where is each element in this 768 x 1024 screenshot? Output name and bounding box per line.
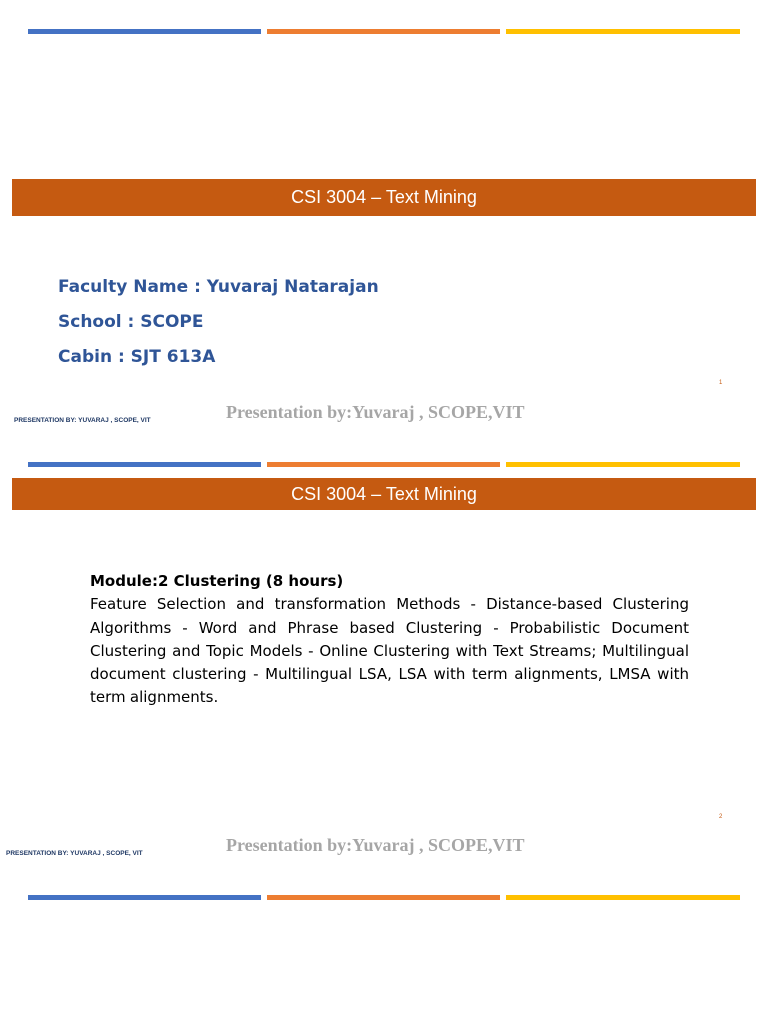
cabin-number: Cabin : SJT 613A xyxy=(58,347,216,367)
stripe-blue-middle xyxy=(28,462,261,467)
slide2-footer-small: PRESENTATION BY: YUVARAJ , SCOPE, VIT xyxy=(6,850,143,857)
slide1-footer-presenter: Presentation by:Yuvaraj , SCOPE,VIT xyxy=(226,402,525,422)
stripe-blue-bottom xyxy=(28,895,261,900)
slide1-title-bar xyxy=(12,179,756,216)
slide1-title: CSI 3004 – Text Mining xyxy=(291,187,477,207)
stripe-yellow-bottom xyxy=(506,895,740,900)
slide2-page-number: 2 xyxy=(719,814,723,820)
slide2-title: CSI 3004 – Text Mining xyxy=(291,483,477,504)
slide2-title-bar xyxy=(12,478,756,510)
faculty-name: Faculty Name : Yuvaraj Natarajan xyxy=(58,277,379,297)
module-heading: Module:2 Clustering (8 hours) xyxy=(90,572,344,590)
slide1-page-number: 1 xyxy=(719,380,723,386)
stripe-orange-bottom xyxy=(267,895,500,900)
module-content xyxy=(90,570,689,710)
stripe-yellow-middle xyxy=(506,462,740,467)
school-name: School : SCOPE xyxy=(58,312,204,332)
module-description: Feature Selection and transformation Methods - Distance-based Clustering Algorithms - Word and Phrase based Clustering - Probabilistic Document Clustering and Topic Models - Online Clustering with Text Streams; Multilingual document clustering - Multilingual LSA, LSA with term alignments, LMSA with term alignments. xyxy=(90,595,689,707)
slide2-footer-presenter: Presentation by:Yuvaraj , SCOPE,VIT xyxy=(226,835,525,855)
stripe-yellow-top xyxy=(506,29,740,34)
stripe-orange-middle xyxy=(267,462,500,467)
stripe-orange-top xyxy=(267,29,500,34)
slide1-footer-small: PRESENTATION BY: YUVARAJ , SCOPE, VIT xyxy=(14,417,151,424)
stripe-blue-top xyxy=(28,29,261,34)
